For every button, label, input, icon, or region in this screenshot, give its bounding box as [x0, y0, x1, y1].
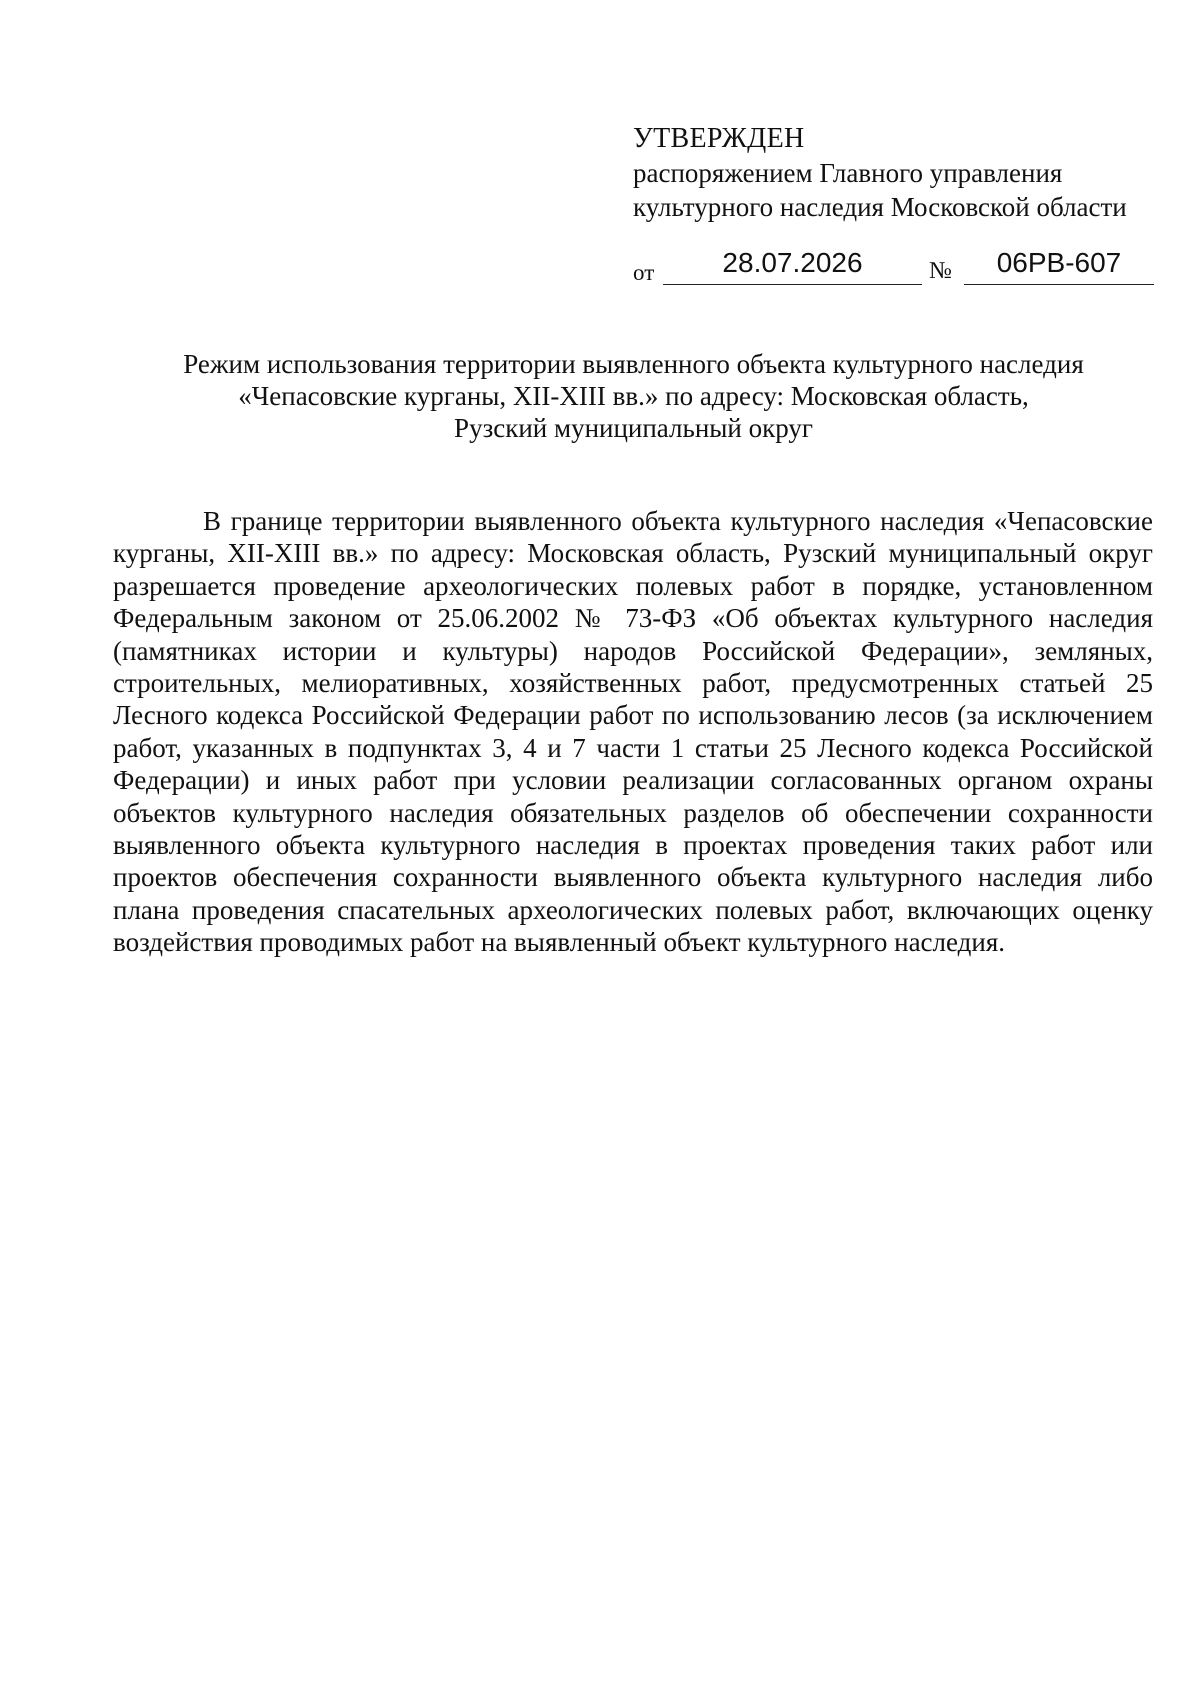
approval-line-2: культурного наследия Московской области [633, 192, 1127, 222]
order-date: 28.07.2026 [663, 246, 922, 285]
order-date-number-row [633, 246, 1153, 290]
approval-block [633, 122, 1153, 224]
title-line-3: Рузский муниципальный округ [454, 413, 813, 443]
title-line-2: «Чепасовские курганы, XII-XIII вв.» по адресу: Московская область, [238, 381, 1029, 411]
body-paragraph: В границе территории выявленного объекта культурного наследия «Чепасовские курганы, XII-XIII вв.» по адресу: Московская область, Рузский муниципальный округ разрешается проведение археологических полевых работ в порядке, установленном Федеральным законом от 25.06.2002 № 73-ФЗ «Об объектах культурного наследия (памятниках истории и культуры) народов Российской Федерации», земляных, строительных, мелиоративных, хозяйственных работ, предусмотренных статьей 25 Лесного кодекса Российской Федерации работ по использованию лесов (за исключением работ, указанных в подпунктах 3, 4 и 7 части 1 статьи 25 Лесного кодекса Российской Федерации) и иных работ при условии реализации согласованных органом охраны объектов культурного наследия обязательных разделов об обеспечении сохранности выявленного объекта культурного наследия в проектах проведения таких работ или проектов обеспечения сохранности выявленного объекта культурного наследия либо плана проведения спасательных археологических полевых работ, включающих оценку воздействия проводимых работ на выявленный объект культурного наследия. [113, 506, 1153, 958]
order-number: 06РВ-607 [964, 246, 1154, 285]
approval-heading: УТВЕРЖДЕН [633, 123, 805, 154]
date-prefix-label: от [633, 260, 655, 285]
number-prefix-label: № [929, 258, 952, 284]
document-title [110, 348, 1157, 444]
approval-line-1: распоряжением Главного управления [633, 158, 1063, 188]
title-line-1: Режим использования территории выявленного объекта культурного наследия [183, 349, 1084, 379]
